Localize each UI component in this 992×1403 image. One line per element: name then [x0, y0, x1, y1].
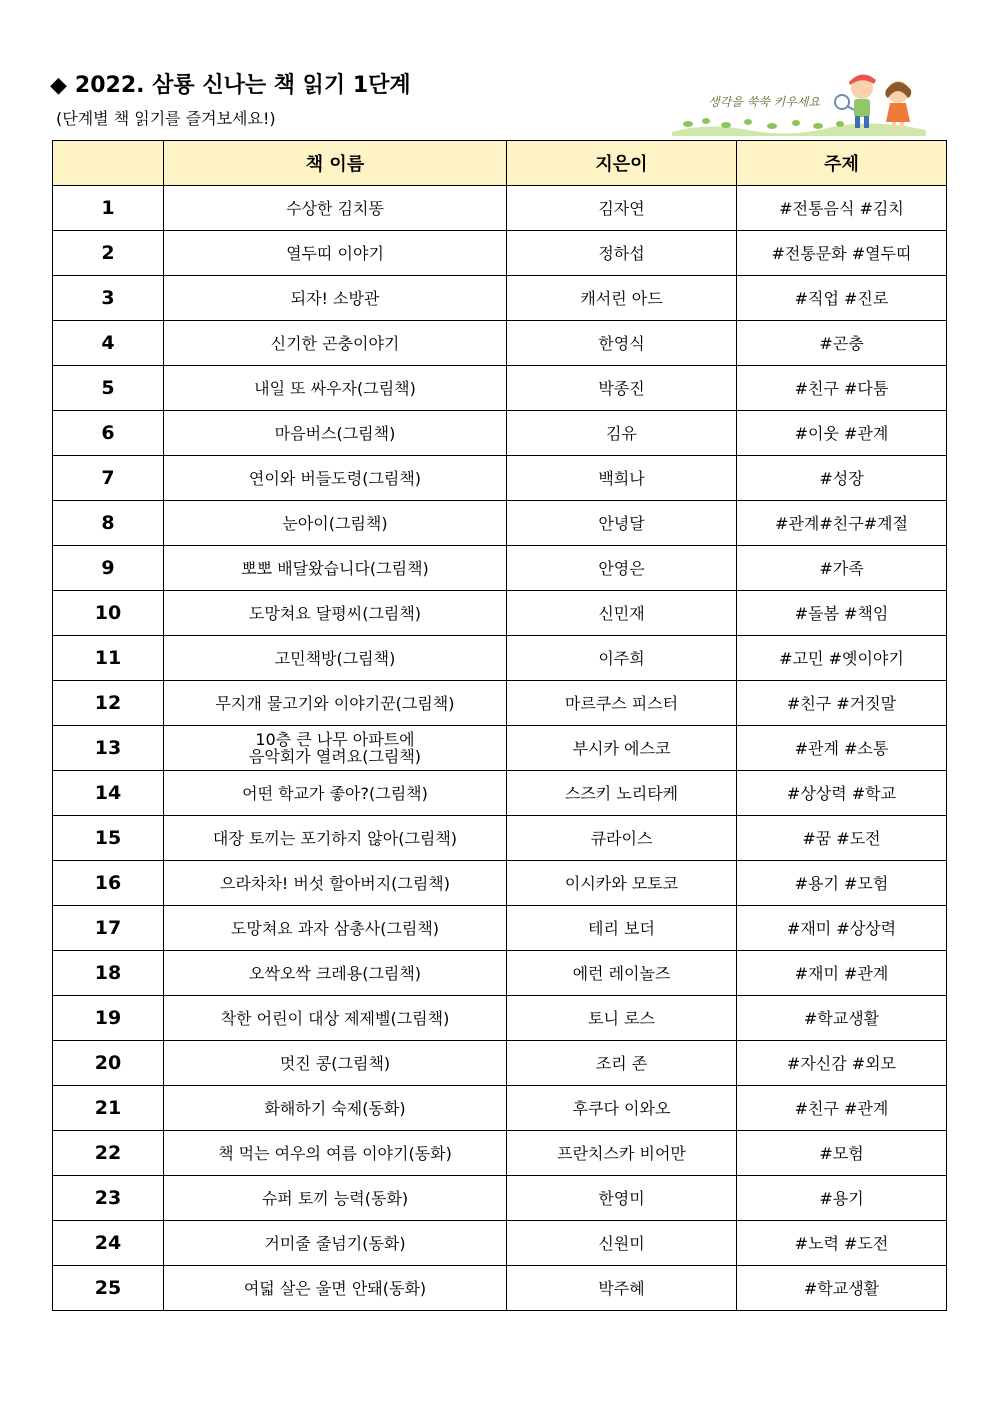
- row-number: 13: [53, 726, 164, 771]
- book-topic: #상상력 #학교: [737, 771, 947, 816]
- book-title: 화해하기 숙제(동화): [164, 1086, 507, 1131]
- book-topic: #고민 #옛이야기: [737, 636, 947, 681]
- book-topic: #노력 #도전: [737, 1221, 947, 1266]
- diamond-bullet-icon: ◆: [50, 73, 67, 98]
- book-author: 박종진: [507, 366, 737, 411]
- table-row: [53, 816, 947, 861]
- book-title: 으라차차! 버섯 할아버지(그림책): [164, 861, 507, 906]
- table-row: [53, 726, 947, 771]
- book-title: 내일 또 싸우자(그림책): [164, 366, 507, 411]
- row-number: 14: [53, 771, 164, 816]
- book-author: 마르쿠스 피스터: [507, 681, 737, 726]
- book-author: 이주희: [507, 636, 737, 681]
- book-author: 박주혜: [507, 1266, 737, 1311]
- book-title: 고민책방(그림책): [164, 636, 507, 681]
- table-header-row: [53, 141, 947, 186]
- book-title: 신기한 곤충이야기: [164, 321, 507, 366]
- row-number: 16: [53, 861, 164, 906]
- row-number: 4: [53, 321, 164, 366]
- book-topic: #친구 #관계: [737, 1086, 947, 1131]
- book-topic: #친구 #거짓말: [737, 681, 947, 726]
- book-author: 정하섭: [507, 231, 737, 276]
- book-topic: #성장: [737, 456, 947, 501]
- book-author: 프란치스카 비어만: [507, 1131, 737, 1176]
- row-number: 5: [53, 366, 164, 411]
- row-number: 15: [53, 816, 164, 861]
- table-row: [53, 366, 947, 411]
- table-row: [53, 231, 947, 276]
- row-number: 7: [53, 456, 164, 501]
- column-header-author: 지은이: [507, 141, 737, 186]
- book-topic: #관계#친구#계절: [737, 501, 947, 546]
- book-title: 마음버스(그림책): [164, 411, 507, 456]
- page-subtitle: (단계별 책 읽기를 즐겨보세요!): [56, 109, 276, 128]
- table-row: [53, 771, 947, 816]
- book-title: 무지개 물고기와 이야기꾼(그림책): [164, 681, 507, 726]
- page-title: [50, 68, 411, 99]
- table-row: [53, 591, 947, 636]
- row-number: 18: [53, 951, 164, 996]
- table-row: [53, 951, 947, 996]
- slogan-text: 생각을 쑥쑥 키우세요: [708, 95, 820, 109]
- row-number: 19: [53, 996, 164, 1041]
- table-row: [53, 636, 947, 681]
- book-title: 뽀뽀 배달왔습니다(그림책): [164, 546, 507, 591]
- book-title: 10층 큰 나무 아파트에 음악회가 열려요(그림책): [164, 726, 507, 771]
- book-topic: #학교생활: [737, 1266, 947, 1311]
- book-title: 연이와 버들도령(그림책): [164, 456, 507, 501]
- book-title: 도망쳐요 과자 삼총사(그림책): [164, 906, 507, 951]
- row-number: 20: [53, 1041, 164, 1086]
- table-row: [53, 501, 947, 546]
- row-number: 11: [53, 636, 164, 681]
- book-topic: #용기: [737, 1176, 947, 1221]
- book-author: 안녕달: [507, 501, 737, 546]
- table-row: [53, 996, 947, 1041]
- table-row: [53, 456, 947, 501]
- column-header-number: [53, 141, 164, 186]
- book-topic: #곤충: [737, 321, 947, 366]
- row-number: 25: [53, 1266, 164, 1311]
- book-title: 착한 어린이 대상 제제벨(그림책): [164, 996, 507, 1041]
- book-author: 조리 존: [507, 1041, 737, 1086]
- children-reading-illustration: [668, 66, 930, 138]
- table-row: [53, 1176, 947, 1221]
- book-list-table: [52, 140, 947, 1311]
- row-number: 6: [53, 411, 164, 456]
- book-title: 오싹오싹 크레용(그림책): [164, 951, 507, 996]
- column-header-title: 책 이름: [164, 141, 507, 186]
- book-topic: #자신감 #외모: [737, 1041, 947, 1086]
- row-number: 1: [53, 186, 164, 231]
- book-title: 멋진 콩(그림책): [164, 1041, 507, 1086]
- book-author: 토니 로스: [507, 996, 737, 1041]
- book-author: 백희나: [507, 456, 737, 501]
- book-author: 스즈키 노리타케: [507, 771, 737, 816]
- row-number: 10: [53, 591, 164, 636]
- table-row: [53, 1266, 947, 1311]
- row-number: 3: [53, 276, 164, 321]
- book-topic: #돌봄 #책임: [737, 591, 947, 636]
- book-author: 김자연: [507, 186, 737, 231]
- book-topic: #친구 #다툼: [737, 366, 947, 411]
- book-author: 한영식: [507, 321, 737, 366]
- row-number: 2: [53, 231, 164, 276]
- row-number: 24: [53, 1221, 164, 1266]
- book-title: 되자! 소방관: [164, 276, 507, 321]
- table-row: [53, 1131, 947, 1176]
- book-title: 어떤 학교가 좋아?(그림책): [164, 771, 507, 816]
- book-topic: #가족: [737, 546, 947, 591]
- book-topic: #이웃 #관계: [737, 411, 947, 456]
- table-row: [53, 276, 947, 321]
- table-row: [53, 1221, 947, 1266]
- book-topic: #학교생활: [737, 996, 947, 1041]
- book-author: 이시카와 모토코: [507, 861, 737, 906]
- table-row: [53, 681, 947, 726]
- column-header-topic: 주제: [737, 141, 947, 186]
- book-author: 후쿠다 이와오: [507, 1086, 737, 1131]
- book-topic: #전통음식 #김치: [737, 186, 947, 231]
- table-row: [53, 1041, 947, 1086]
- book-title: 거미줄 줄넘기(동화): [164, 1221, 507, 1266]
- book-topic: #관계 #소통: [737, 726, 947, 771]
- book-author: 테리 보더: [507, 906, 737, 951]
- book-topic: #꿈 #도전: [737, 816, 947, 861]
- book-topic: #재미 #관계: [737, 951, 947, 996]
- book-topic: #모험: [737, 1131, 947, 1176]
- table-row: [53, 906, 947, 951]
- table-row: [53, 411, 947, 456]
- table-row: [53, 1086, 947, 1131]
- table-row: [53, 186, 947, 231]
- table-row: [53, 861, 947, 906]
- book-author: 부시카 에스코: [507, 726, 737, 771]
- table-row: [53, 546, 947, 591]
- row-number: 17: [53, 906, 164, 951]
- book-title: 여덟 살은 울면 안돼(동화): [164, 1266, 507, 1311]
- book-author: 한영미: [507, 1176, 737, 1221]
- book-topic: #용기 #모험: [737, 861, 947, 906]
- book-title: 눈아이(그림책): [164, 501, 507, 546]
- book-author: 에런 레이놀즈: [507, 951, 737, 996]
- row-number: 9: [53, 546, 164, 591]
- table-body: [53, 186, 947, 1311]
- book-title: 책 먹는 여우의 여름 이야기(동화): [164, 1131, 507, 1176]
- row-number: 23: [53, 1176, 164, 1221]
- book-title: 수상한 김치똥: [164, 186, 507, 231]
- row-number: 21: [53, 1086, 164, 1131]
- book-topic: #재미 #상상력: [737, 906, 947, 951]
- book-author: 안영은: [507, 546, 737, 591]
- row-number: 8: [53, 501, 164, 546]
- book-author: 캐서린 아드: [507, 276, 737, 321]
- book-title: 대장 토끼는 포기하지 않아(그림책): [164, 816, 507, 861]
- title-text: 2022. 삼룡 신나는 책 읽기 1단계: [74, 73, 411, 98]
- book-author: 김유: [507, 411, 737, 456]
- book-topic: #직업 #진로: [737, 276, 947, 321]
- book-author: 신민재: [507, 591, 737, 636]
- book-topic: #전통문화 #열두띠: [737, 231, 947, 276]
- row-number: 22: [53, 1131, 164, 1176]
- book-title: 슈퍼 토끼 능력(동화): [164, 1176, 507, 1221]
- book-author: 큐라이스: [507, 816, 737, 861]
- book-title: 도망쳐요 달평씨(그림책): [164, 591, 507, 636]
- row-number: 12: [53, 681, 164, 726]
- book-title: 열두띠 이야기: [164, 231, 507, 276]
- book-author: 신원미: [507, 1221, 737, 1266]
- table-row: [53, 321, 947, 366]
